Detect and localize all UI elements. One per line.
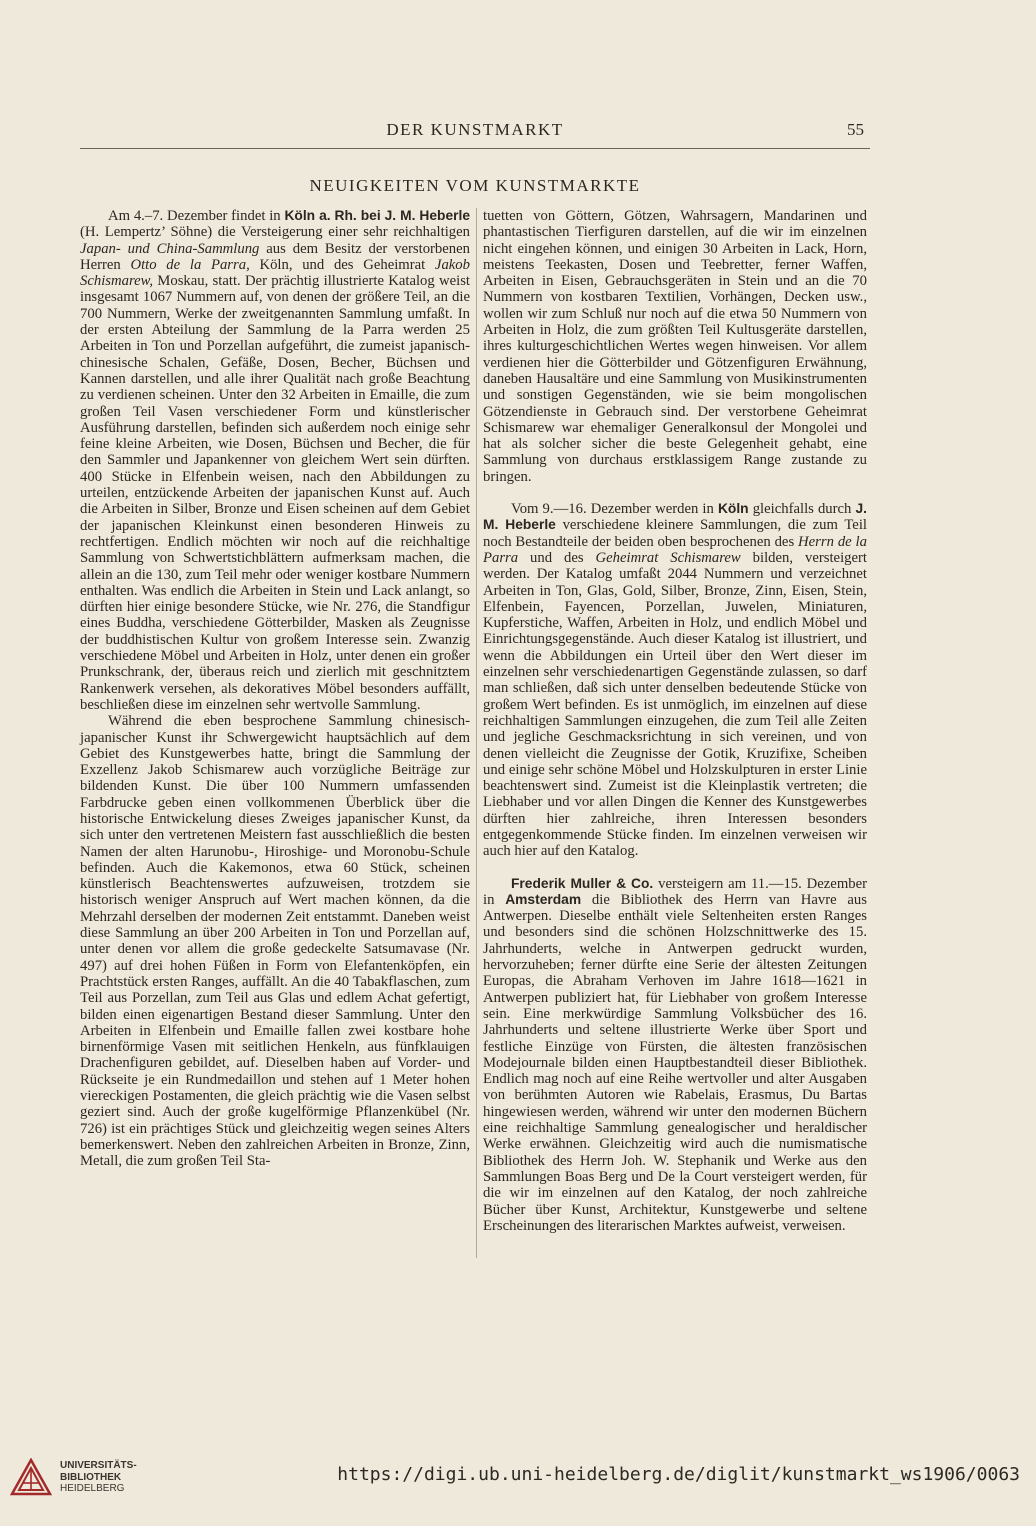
text-run: und des <box>518 549 596 566</box>
auction-house-name: Köln a. Rh. bei J. M. Heberle <box>284 208 470 223</box>
library-name <box>60 1460 137 1495</box>
left-column <box>80 208 470 1170</box>
text-run: gleichfalls durch <box>748 501 856 518</box>
text-run: versteigern am 11.—15. Dezember in <box>483 875 867 908</box>
running-title: DER KUNSTMARKT <box>386 120 564 139</box>
collector-name: Geheimrat Schismarew <box>595 549 741 566</box>
article-paragraph-koeln-december <box>483 501 867 860</box>
city-name: Amsterdam <box>505 891 582 907</box>
text-run: die Bibliothek des Herrn van Havre aus Antwerpen. Dieselbe enthält viele Seltenheiten ersten Ranges und besonders sind die schönen Holzschnittwerke des 15. Jahrhunderts, welche in Antwerpen gedruckt wurden, hervorzuheben; ferner dürfte eine Serie der ältesten Zeitungen Europas, die Abraham Verhoven im Jahre 1618—1621 in Antwerpen publiziert hat, für Liebhaber von großem Interesse sein. Eine merkwürdige Sammlung Volksbücher des 16. Jahrhunderts und seltene illustrierte Werke über Sport und festliche Einzüge von Fürsten, die ältesten französischen Modejournale bilden einen Hauptbestandteil dieser Bibliothek. Endlich mag noch auf eine Reihe wertvoller und alter Ausgaben von berühmten Autoren wie Rabelais, Erasmus, Du Bartas hingewiesen werden, während wir unter den modernen Büchern eine reichhaltige Sammlung genealogischer und heraldischer Werke erwähnen. Gleichzeitig wird auch die numismatische Bibliothek des Herrn Joh. W. Stephanik und Werke aus den Sammlungen Boas Berg und De la Court versteigert werden, für die wir im einzelnen auf den Katalog, der noch zahlreiche Bücher über Kunst, Architektur, Kunstgewerbe und seltene Erscheinungen des literarischen Marktes aufweist, verweisen. <box>483 891 867 1234</box>
running-header <box>80 120 870 149</box>
text-run: aus dem Besitz der verstorbenen Herren <box>80 240 471 273</box>
article-paragraph-heberle-japan <box>80 208 470 713</box>
library-name-line: BIBLIOTHEK <box>60 1471 122 1483</box>
text-run: Köln, und des Geheimrat <box>249 256 435 273</box>
collector-name: Jakob Schismarew, <box>80 256 470 290</box>
text-run: (H. Lempertz’ Söhne) die Versteigerung einer sehr reichhaltigen <box>80 224 470 241</box>
text-run: bilden, versteigert werden. Der Katalog umfaßt 2044 Nummern und verzeichnet Arbeiten in Ton, Glas, Gold, Silber, Bronze, Zinn, Eisen, Stein, Elfenbein, Fayencen, Porzellan, Juwelen, Miniaturen, Kupferstiche, Waffen, Arbeiten in Holz, und endlich Möbel und Einrichtungsgegenstände. Auch dieser Katalog ist illustriert, und wenn die Abbildungen ein Urteil über den Wert dieser im einzelnen sehr verschiedenartigen Gegenstände zulassen, so darf man schließen, daß sich unter denselben bedeutende Stücke von großem Wert befinden. Es ist unmöglich, im einzelnen auf diese reichhaltigen Sammlungen einzugehen, die zum Teil alle Zeiten und jegliche Geschmacksrichtung in sich vereinen, und von denen vielleicht die Zeugnisse der Gotik, Kruzifixe, Scheiben und einige sehr schöne Möbel und Holzskulpturen in erster Linie beachtenswert sind. Zumeist ist die Kleinplastik vertreten; die Liebhaber und vor allen Dingen die Kenner des Kunstgewerbes dürften hier zahlreiche, ihren Interessen besonders entgegenkommende Stücke finden. Im einzelnen verweisen wir auch hier auf den Katalog. <box>483 549 867 860</box>
collector-name: Herrn de la Parra <box>483 533 867 566</box>
auction-house-name: J. M. Heberle <box>483 501 867 533</box>
library-name-line: HEIDELBERG <box>60 1483 125 1494</box>
section-title: NEUIGKEITEN VOM KUNSTMARKTE <box>309 176 641 195</box>
collector-name: Otto de la Parra, <box>130 256 250 273</box>
permalink-url[interactable]: https://digi.ub.uni-heidelberg.de/diglit/kunstmarkt_ws1906/0063 <box>337 1464 1020 1485</box>
text-run: Am 4.–7. Dezember findet in <box>108 208 285 224</box>
university-library-logo-icon <box>10 1458 52 1496</box>
article-paragraph-continuation: tuetten von Göttern, Götzen, Wahrsagern, Mandarinen und phantastischen Tierfiguren darstellen, auf die wir im einzelnen nicht eingehen können, und einigen 30 Arbeiten in Lack, Horn, meistens Teekasten, Dosen und Teebretter, ferner Waffen, Arbeiten in Eisen, Gebrauchsgeräten in Stein und an die 70 Nummern von kostbaren Textilien, Vorhängen, Decken usw., wollen wir zum Schluß nur noch auf die etwa 50 Nummern von Arbeiten in Holz, die zum größten Teil Kultusgeräte darstellen, ihres kulturgeschichtlichen Wertes wegen hinweisen. Vor allem verdienen hier die Götterbilder und Götzenfiguren Erwähnung, daneben Hausaltäre und eine Sammlung von Musikinstrumenten und sonstigen Gegenständen, wie sie beim mongolischen Götzendienste in Gebrauch sind. Der verstorbene Geheimrat Schismarew war ehemaliger Generalkonsul der Mongolei und hat als solcher sicher die beste Gelegenheit gehabt, eine Sammlung von durchaus erstklassigem Range zustande zu bringen. <box>483 208 867 485</box>
text-run: Moskau, statt. Der prächtig illustrierte Katalog weist insgesamt 1067 Nummern auf, von denen der größere Teil, an die 700 Nummern, Werke der zweitgenannten Sammlung umfaßt. In der ersten Abteilung der Sammlung de la Parra werden 25 Arbeiten in Ton und Porzellan aufgeführt, die zumeist japanisch-chinesische Schalen, Gefäße, Dosen, Becher, Büchsen und Kannen darstellen, und alle ihrer Qualität nach große Beachtung zu verdienen scheinen. Unter den 32 Arbeiten in Emaille, die zum großen Teil Vasen verschiedener Form und künstlerischer Ausführung darstellen, befinden sich außerdem noch einige sehr feine kleine Arbeiten, wie Dosen, Büchsen und Becher, die für den Sammler und Japankenner von gleichem Wert sein dürften. 400 Stücke in Elfenbein weisen, nach den Abbildungen zu urteilen, entzückende Arbeiten der japanischen Kunst auf. Auch die Arbeiten in Silber, Bronze und Eisen scheinen auf dem Gebiet der japanischen Kleinkunst einen besonderen Hinweis zu rechtfertigen. Endlich möchten wir noch auf die reichhaltige Sammlung von Schwertstichblättern aufmerksam machen, die allein an die 130, zum Teil mehr oder weniger kostbare Nummern enthalten. Was endlich die Arbeiten in Stein und Lack anlangt, so dürften hier einige besondere Stücke, wie Nr. 276, die Standfigur eines Buddha, verschiedene Götterbilder, Masken als Zeugnisse der buddhistischen Kultur von großem Interesse sein. Zwanzig verschiedene Möbel und Arbeiten in Holz, unter denen ein großer Prunkschrank, der, überaus reich und zierlich mit geschnitztem Rankenwerk versehen, als dekoratives Möbel besonders auffällt, beschließen diese im einzelnen sehr wertvolle Sammlung. <box>80 273 470 713</box>
text-run: Vom 9.—16. Dezember werden in <box>511 501 718 518</box>
collection-title: Japan- und China-Sammlung <box>80 240 260 257</box>
city-name: Köln <box>717 501 749 517</box>
page-number: 55 <box>847 120 864 139</box>
article-paragraph-schismarew: Während die eben besprochene Sammlung chinesisch-japanischer Kunst ihr Schwergewicht hauptsächlich auf dem Gebiet des Kunstgewerbes hatte, bringt die Sammlung der Exzellenz Jakob Schismarew auch vorzügliche Beiträge zur bildenden Kunst. Die über 100 Nummern umfassenden Farbdrucke geben einen vollkommenen Überblick über die historische Entwickelung dieses Zweiges japanischer Kunst, da sich unter den vertretenen Meistern fast ausschließlich die besten Namen der alten Harunobu-, Hiroshige- und Moronobu-Schule befinden. Auch die Kakemonos, etwa 60 Stück, scheinen künstlerisch Beachtenswertes aufzuweisen, trotzdem sie historisch weniger Anspruch auf Wert machen können, da die Mehrzahl derselben der modernen Zeit entstammt. Daneben weist diese Sammlung an über 200 Arbeiten in Ton und Porzellan auf, unter denen vor allem die große gedeckelte Satsumavase (Nr. 497) auf drei hohen Füßen in Form von Elefantenköpfen, ein Prachtstück ersten Ranges, auffällt. An die 40 Tabakflaschen, zum Teil aus Porzellan, zum Teil aus Glas und edlem Achat gefertigt, bilden einen eigenartigen Bestand dieser Sammlung. Unter den Arbeiten in Elfenbein und Emaille fallen zwei kostbare hohe birnenförmige Vasen mit seitlichen Henkeln, aus fünfklauigen Drachenfiguren gebildet, auf. Dieselben haben auf Vorder- und Rückseite je ein Rundmedaillon und stehen auf 1 Meter hohen viereckigen Postamenten, die gleich prächtig wie die Vasen selbst geziert sind. Auch der große kugelförmige Pflanzenkübel (Nr. 726) ist ein prächtiges Stück und gleichzeitig wegen seines Alters bemerkenswert. Neben den zahlreichen Arbeiten in Bronze, Zinn, Metall, die zum großen Teil Sta- <box>80 713 470 1170</box>
library-name-line: UNIVERSITÄTS- <box>60 1460 137 1471</box>
right-column <box>483 208 867 1234</box>
library-footer <box>0 1448 1036 1496</box>
text-run: verschiedene kleinere Sammlungen, die zum Teil noch Bestandteile der beiden oben besprochenen des <box>483 517 867 550</box>
article-paragraph-muller-amsterdam <box>483 876 867 1235</box>
column-divider <box>476 208 477 1258</box>
auction-house-name: Frederik Muller & Co. <box>511 875 654 891</box>
